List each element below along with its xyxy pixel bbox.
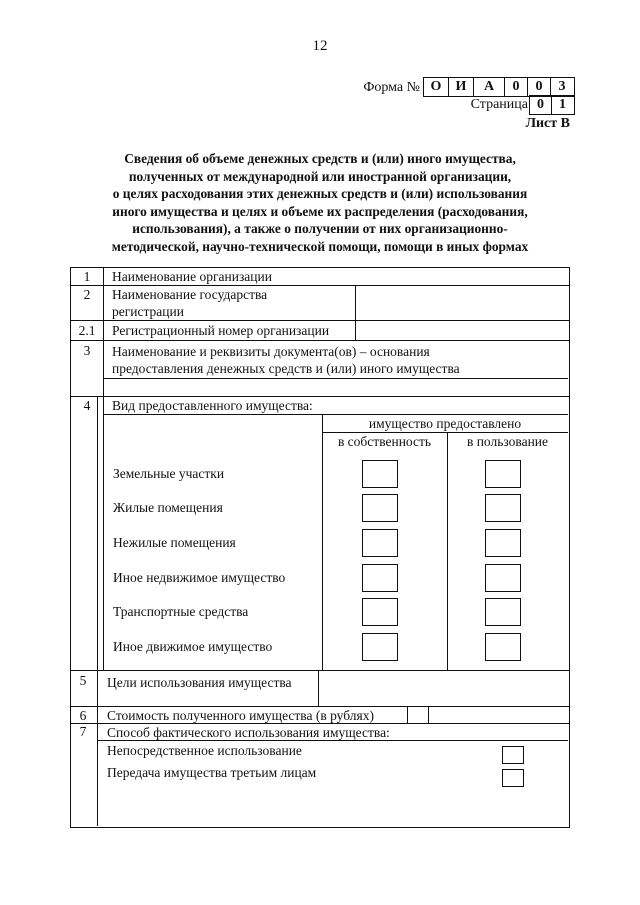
row-number: 3: [83, 343, 91, 358]
use-checkbox[interactable]: [485, 494, 521, 522]
ownership-checkbox[interactable]: [362, 529, 398, 557]
title-line: методической, научно-технической помощи, помощи в иных формах: [111, 238, 529, 254]
page-code-cell: 0: [530, 96, 552, 114]
document-title: [70, 150, 570, 255]
row-label: Наименование государства: [112, 287, 268, 302]
row-number: 4: [83, 398, 91, 413]
sheet-label: Лист В: [525, 116, 570, 131]
page-label: Страница: [470, 97, 528, 112]
page-number: 12: [312, 38, 328, 54]
title-line: Сведения об объеме денежных средств и (или) иного имущества,: [124, 151, 516, 166]
divider: [447, 432, 448, 670]
row-divider: [70, 320, 570, 321]
use-checkbox[interactable]: [485, 564, 521, 592]
form-code-cell: А: [474, 78, 505, 96]
row-number: 1: [83, 269, 91, 284]
ownership-checkbox[interactable]: [362, 598, 398, 626]
divider: [322, 414, 323, 670]
row-label: предоставления денежных средств и (или) иного имущества: [112, 361, 460, 376]
use-checkbox[interactable]: [485, 633, 521, 661]
property-type-label: Жилые помещения: [113, 500, 223, 515]
form-code-cell: 0: [505, 78, 528, 96]
row-label: Способ фактического использования имущества:: [107, 725, 390, 740]
row-label: Цели использования имущества: [107, 675, 292, 690]
divider: [407, 706, 408, 723]
direct-use-checkbox[interactable]: [502, 746, 524, 764]
ownership-checkbox[interactable]: [362, 564, 398, 592]
row-divider: [97, 740, 568, 741]
property-type-label: Земельные участки: [113, 466, 225, 481]
divider: [97, 396, 98, 826]
divider: [103, 414, 104, 670]
property-type-label: Нежилые помещения: [113, 535, 236, 550]
usage-option-label: Непосредственное использование: [107, 743, 302, 758]
page-code-cell: 1: [559, 97, 566, 112]
transfer-checkbox[interactable]: [502, 769, 524, 787]
title-line: полученных от международной или иностранной организации,: [128, 168, 512, 184]
purpose-input[interactable]: [319, 671, 567, 705]
title-line: иного имущества и целях и объеме их распределения (расходования,: [112, 203, 528, 219]
column-header-ownership: в собственность: [337, 434, 432, 449]
row-number: 7: [79, 724, 87, 739]
row-divider: [103, 378, 568, 379]
row-label: регистрации: [112, 304, 184, 319]
form-number-label: Форма №: [363, 80, 420, 95]
row-label: Наименование и реквизиты документа(ов) – основания: [112, 344, 430, 359]
divider: [355, 320, 356, 340]
page-code-boxes: [529, 95, 575, 115]
property-type-label: Иное движимое имущество: [113, 639, 273, 654]
ownership-checkbox[interactable]: [362, 494, 398, 522]
property-type-label: Иное недвижимое имущество: [113, 570, 286, 585]
row-number: 5: [79, 673, 87, 688]
row-label: Вид предоставленного имущества:: [112, 398, 313, 413]
row-divider: [70, 340, 570, 341]
form-code-cell: 0: [528, 78, 551, 96]
ownership-checkbox[interactable]: [362, 633, 398, 661]
title-line: о целях расходования этих денежных средств и (или) использования: [112, 186, 528, 201]
row-number: 2: [83, 287, 91, 302]
use-checkbox[interactable]: [485, 460, 521, 488]
row-number: 2.1: [78, 323, 96, 338]
row-number: 6: [79, 708, 87, 723]
use-checkbox[interactable]: [485, 598, 521, 626]
form-code-cell: 3: [558, 79, 566, 94]
ownership-checkbox[interactable]: [362, 460, 398, 488]
row-label: Регистрационный номер организации: [112, 323, 330, 338]
value-input[interactable]: [429, 707, 567, 722]
column-header-use: в пользование: [466, 434, 549, 449]
usage-option-label: Передача имущества третьим лицам: [107, 765, 317, 780]
row-label: Наименование организации: [112, 269, 272, 284]
use-checkbox[interactable]: [485, 529, 521, 557]
group-header: имущество предоставлено: [368, 416, 522, 431]
row-label: Стоимость полученного имущества (в рублях): [107, 708, 374, 723]
form-code-cell: О: [424, 78, 449, 96]
property-type-label: Транспортные средства: [113, 604, 249, 619]
form-code-boxes: [423, 77, 575, 97]
title-line: использования), а также о получении от них организационно-: [132, 221, 508, 236]
divider: [355, 285, 356, 320]
form-code-cell: И: [449, 78, 474, 96]
